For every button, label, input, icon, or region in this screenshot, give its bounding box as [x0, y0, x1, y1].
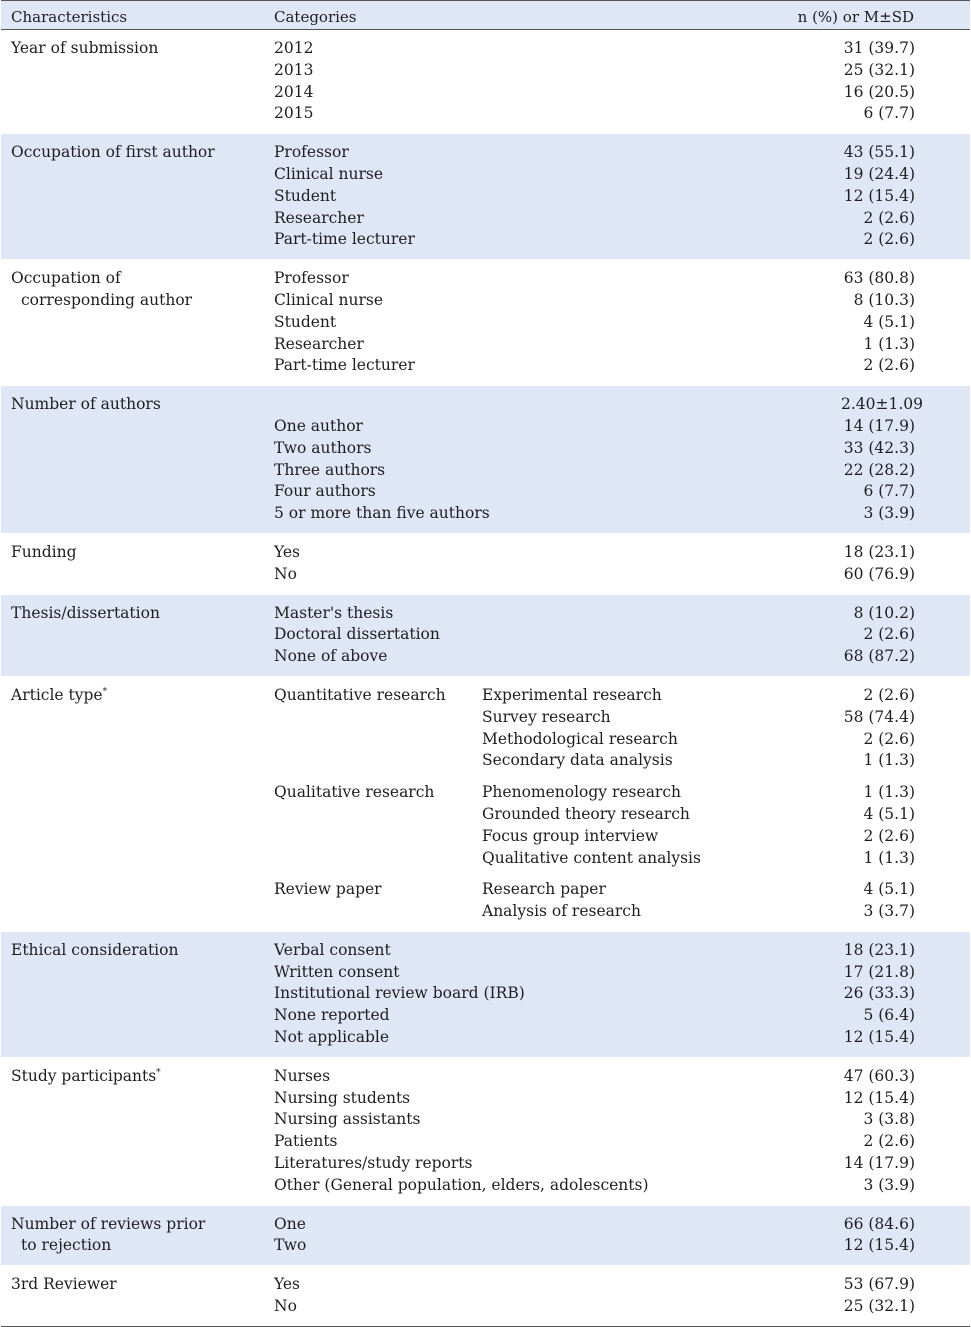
row-label: Funding: [11, 542, 77, 561]
table-row: [1, 290, 970, 312]
category: Yes: [274, 542, 301, 561]
category: 2013: [274, 60, 314, 79]
row-label-continued: corresponding author: [21, 290, 193, 309]
subcategory: Focus group interview: [482, 826, 659, 845]
table-header: [1, 0, 970, 30]
category: Verbal consent: [274, 940, 391, 959]
subcategory: Qualitative content analysis: [482, 848, 701, 867]
category: Nurses: [274, 1066, 331, 1085]
table-row: [1, 142, 970, 164]
value: 6 (7.7): [863, 104, 915, 123]
value: 1 (1.3): [863, 751, 915, 770]
category: None of above: [274, 647, 388, 666]
table-row: [1, 355, 970, 377]
value: 2 (2.6): [863, 826, 915, 845]
value: 2 (2.6): [863, 230, 915, 249]
category: One: [274, 1214, 306, 1233]
value: 17 (21.8): [843, 962, 915, 981]
category: Other (General population, elders, adolescents): [274, 1175, 649, 1194]
value: 25 (32.1): [843, 60, 915, 79]
table-row: [1, 707, 970, 729]
value: 43 (55.1): [843, 143, 915, 162]
section-number-of-authors: [1, 386, 970, 534]
value: 2 (2.6): [863, 208, 915, 227]
category: Nursing students: [274, 1088, 411, 1107]
row-label-continued: to rejection: [21, 1236, 112, 1255]
value: 47 (60.3): [843, 1066, 915, 1085]
footnote-mark: *: [102, 686, 108, 697]
table-row: [1, 1027, 970, 1049]
subcategory: Survey research: [482, 707, 611, 726]
row-label: Number of authors: [11, 395, 161, 414]
table-row: [1, 164, 970, 186]
subcategory: Phenomenology research: [482, 783, 682, 802]
table-row: [1, 394, 970, 416]
category: Master's thesis: [274, 603, 394, 622]
row-label-text: Study participants: [11, 1066, 157, 1085]
category: Four authors: [274, 482, 376, 501]
value: 4 (5.1): [863, 804, 915, 823]
value: 2 (2.6): [863, 729, 915, 748]
table-row: [1, 603, 970, 625]
header-value: n (%) or M±SD: [797, 8, 914, 26]
category: 2014: [274, 82, 314, 101]
category: Written consent: [274, 962, 400, 981]
header-characteristics: Characteristics: [11, 8, 128, 26]
table-row: [1, 1109, 970, 1131]
subcategory: Secondary data analysis: [482, 751, 673, 770]
value: 4 (5.1): [863, 880, 915, 899]
category: No: [274, 1297, 297, 1316]
category: Clinical nurse: [274, 290, 384, 309]
value: 33 (42.3): [843, 438, 915, 457]
row-label: Ethical consideration: [11, 940, 179, 959]
category: 5 or more than five authors: [274, 504, 490, 523]
table-row: [1, 460, 970, 482]
table-row: [1, 983, 970, 1005]
table-row: [1, 940, 970, 962]
row-label: [11, 685, 107, 707]
category: Literatures/study reports: [274, 1154, 473, 1173]
table-row: [1, 750, 970, 772]
section-funding: [1, 534, 970, 595]
value: 1 (1.3): [863, 334, 915, 353]
category: Professor: [274, 269, 349, 288]
characteristics-table: [1, 0, 970, 1327]
category: Part-time lecturer: [274, 356, 415, 375]
value: 68 (87.2): [843, 647, 915, 666]
category: 2015: [274, 104, 314, 123]
table-row: [1, 564, 970, 586]
subcategory: Research paper: [482, 880, 606, 899]
value: 3 (3.9): [863, 1175, 915, 1194]
value: 8 (10.3): [853, 290, 915, 309]
table-row: [1, 879, 970, 901]
table-row: [1, 1131, 970, 1153]
table-row: [1, 334, 970, 356]
table-row: [1, 1153, 970, 1175]
table-row: [1, 1088, 970, 1110]
value: 66 (84.6): [843, 1214, 915, 1233]
section-thesis: [1, 595, 970, 677]
value: 16 (20.5): [843, 82, 915, 101]
table-row: [1, 685, 970, 707]
table-row: [1, 782, 970, 804]
row-label: Occupation of: [11, 269, 121, 288]
category: Three authors: [274, 460, 386, 479]
category: Quantitative research: [274, 685, 446, 704]
value: 2 (2.6): [863, 356, 915, 375]
table-row: [1, 962, 970, 984]
category: Review paper: [274, 880, 382, 899]
section-reviews: [1, 1206, 970, 1267]
value: 18 (23.1): [843, 940, 915, 959]
category: None reported: [274, 1006, 390, 1025]
value: 18 (23.1): [843, 542, 915, 561]
table-row: [1, 208, 970, 230]
mean-sd-value: 2.40±1.09: [840, 395, 923, 414]
category: Researcher: [274, 334, 364, 353]
table-row: [1, 1296, 970, 1318]
value: 8 (10.2): [853, 603, 915, 622]
category: 2012: [274, 39, 314, 57]
value: 60 (76.9): [843, 564, 915, 583]
category: Researcher: [274, 208, 364, 227]
value: 4 (5.1): [863, 312, 915, 331]
table-row: [1, 229, 970, 251]
table-row: [1, 624, 970, 646]
row-label-text: Article type: [11, 685, 103, 704]
footnote-mark: *: [156, 1067, 161, 1078]
value: 14 (17.9): [843, 1154, 915, 1173]
category: Clinical nurse: [274, 164, 384, 183]
section-corresponding-author: [1, 260, 970, 386]
table-row: [1, 103, 970, 125]
value: 12 (15.4): [843, 1236, 915, 1255]
table-row: [1, 38, 970, 60]
table-row: [1, 481, 970, 503]
row-label: [11, 1066, 161, 1088]
row-label: Year of submission: [11, 39, 159, 57]
table-row: [1, 646, 970, 668]
value: 12 (15.4): [843, 1088, 915, 1107]
value: 25 (32.1): [843, 1297, 915, 1316]
row-label: Occupation of first author: [11, 143, 215, 162]
table-row: [1, 804, 970, 826]
value: 31 (39.7): [843, 39, 915, 57]
table-row: [1, 542, 970, 564]
table-row: [1, 848, 970, 870]
category: Professor: [274, 143, 349, 162]
value: 3 (3.9): [863, 504, 915, 523]
value: 22 (28.2): [843, 460, 915, 479]
table-row: [1, 186, 970, 208]
section-third-reviewer: [1, 1266, 970, 1327]
table-row: [1, 268, 970, 290]
subcategory: Grounded theory research: [482, 804, 690, 823]
category: Part-time lecturer: [274, 230, 415, 249]
value: 12 (15.4): [843, 186, 915, 205]
row-label: Thesis/dissertation: [11, 603, 160, 622]
section-first-author: [1, 134, 970, 260]
value: 5 (6.4): [863, 1006, 915, 1025]
header-categories: Categories: [274, 8, 357, 26]
section-article-type: [1, 677, 970, 932]
category: Qualitative research: [274, 783, 435, 802]
category: Nursing assistants: [274, 1110, 421, 1129]
table-row: [1, 1066, 970, 1088]
category: Student: [274, 186, 337, 205]
value: 2 (2.6): [863, 1132, 915, 1151]
category: No: [274, 564, 297, 583]
table-row: [1, 438, 970, 460]
value: 3 (3.7): [863, 902, 915, 921]
value: 26 (33.3): [843, 984, 915, 1003]
table-row: [1, 312, 970, 334]
table-row: [1, 826, 970, 848]
category: Not applicable: [274, 1028, 390, 1047]
subcategory: Methodological research: [482, 729, 678, 748]
table-row: [1, 1235, 970, 1257]
value: 3 (3.8): [863, 1110, 915, 1129]
table-row: [1, 729, 970, 751]
category: Student: [274, 312, 337, 331]
table-row: [1, 1274, 970, 1296]
table-row: [1, 901, 970, 923]
section-year: [1, 30, 970, 134]
row-label: 3rd Reviewer: [11, 1275, 117, 1294]
category: One author: [274, 416, 363, 435]
section-participants: [1, 1058, 970, 1206]
value: 2 (2.6): [863, 685, 915, 704]
table-row: [1, 503, 970, 525]
subcategory: Experimental research: [482, 685, 662, 704]
category: Two authors: [274, 438, 372, 457]
value: 14 (17.9): [843, 416, 915, 435]
value: 53 (67.9): [843, 1275, 915, 1294]
category: Two: [274, 1236, 307, 1255]
subcategory: Analysis of research: [482, 902, 641, 921]
value: 63 (80.8): [843, 269, 915, 288]
category: Institutional review board (IRB): [274, 984, 525, 1003]
category: Doctoral dissertation: [274, 625, 440, 644]
table-row: [1, 60, 970, 82]
table-row: [1, 82, 970, 104]
value: 1 (1.3): [863, 848, 915, 867]
value: 58 (74.4): [843, 707, 915, 726]
value: 19 (24.4): [843, 164, 915, 183]
value: 6 (7.7): [863, 482, 915, 501]
table-row: [1, 1005, 970, 1027]
value: 2 (2.6): [863, 625, 915, 644]
category: Yes: [274, 1275, 301, 1294]
table-row: [1, 416, 970, 438]
table-row: [1, 1175, 970, 1197]
value: 12 (15.4): [843, 1028, 915, 1047]
section-ethical: [1, 932, 970, 1058]
row-label: Number of reviews prior: [11, 1214, 206, 1233]
category: Patients: [274, 1132, 338, 1151]
table-row: [1, 1214, 970, 1236]
value: 1 (1.3): [863, 783, 915, 802]
